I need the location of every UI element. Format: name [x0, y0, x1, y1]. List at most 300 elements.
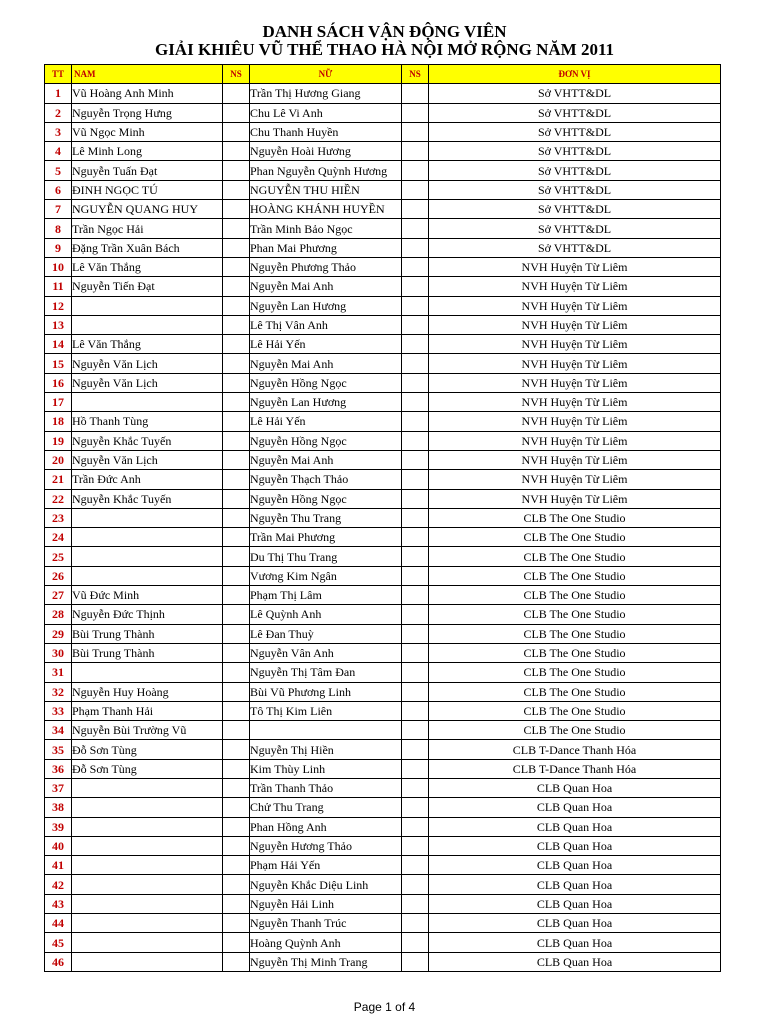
female-name: NGUYỄN THU HIỀN — [250, 180, 402, 199]
table-row — [45, 624, 721, 643]
table-body — [45, 84, 721, 972]
row-number: 42 — [45, 875, 72, 894]
female-name: Chu Thanh Huyền — [250, 122, 402, 141]
table-row — [45, 605, 721, 624]
female-birth-year — [402, 759, 429, 778]
male-name — [72, 933, 223, 952]
row-number: 35 — [45, 740, 72, 759]
table-row — [45, 663, 721, 682]
male-name — [72, 836, 223, 855]
row-number: 40 — [45, 836, 72, 855]
female-name: Lê Hải Yến — [250, 335, 402, 354]
male-birth-year — [223, 238, 250, 257]
organization: CLB T-Dance Thanh Hóa — [429, 740, 721, 759]
table-row — [45, 740, 721, 759]
male-name: Lê Văn Thắng — [72, 257, 223, 276]
male-name: Nguyễn Văn Lịch — [72, 450, 223, 469]
table-row — [45, 180, 721, 199]
organization: CLB The One Studio — [429, 624, 721, 643]
page-footer: Page 1 of 4 — [353, 1000, 416, 1014]
organization: CLB Quan Hoa — [429, 817, 721, 836]
table-row — [45, 142, 721, 161]
row-number: 43 — [45, 894, 72, 913]
male-name: ĐINH NGỌC TÚ — [72, 180, 223, 199]
male-name — [72, 566, 223, 585]
row-number: 44 — [45, 914, 72, 933]
female-birth-year — [402, 296, 429, 315]
male-name — [72, 296, 223, 315]
organization: NVH Huyện Từ Liêm — [429, 489, 721, 508]
organization: CLB The One Studio — [429, 605, 721, 624]
female-birth-year — [402, 257, 429, 276]
row-number: 8 — [45, 219, 72, 238]
row-number: 25 — [45, 547, 72, 566]
organization: NVH Huyện Từ Liêm — [429, 354, 721, 373]
female-birth-year — [402, 663, 429, 682]
male-name: Đặng Trần Xuân Bách — [72, 238, 223, 257]
table-row — [45, 354, 721, 373]
female-name: Nguyễn Phương Thảo — [250, 257, 402, 276]
female-name: Phan Nguyễn Quỳnh Hương — [250, 161, 402, 180]
female-birth-year — [402, 103, 429, 122]
table-row — [45, 759, 721, 778]
male-birth-year — [223, 219, 250, 238]
female-name: Kim Thùy Linh — [250, 759, 402, 778]
female-birth-year — [402, 721, 429, 740]
row-number: 4 — [45, 142, 72, 161]
female-birth-year — [402, 740, 429, 759]
row-number: 24 — [45, 528, 72, 547]
female-birth-year — [402, 643, 429, 662]
female-name: Phan Hồng Anh — [250, 817, 402, 836]
table-row — [45, 933, 721, 952]
organization: NVH Huyện Từ Liêm — [429, 431, 721, 450]
male-birth-year — [223, 257, 250, 276]
male-name — [72, 393, 223, 412]
female-birth-year — [402, 84, 429, 103]
male-name: Nguyễn Khắc Tuyến — [72, 431, 223, 450]
row-number: 34 — [45, 721, 72, 740]
female-birth-year — [402, 528, 429, 547]
male-name: Vũ Hoàng Anh Minh — [72, 84, 223, 103]
organization: CLB The One Studio — [429, 508, 721, 527]
male-birth-year — [223, 103, 250, 122]
female-name: Lê Đan Thuỳ — [250, 624, 402, 643]
table-row — [45, 219, 721, 238]
table-row — [45, 778, 721, 797]
organization: NVH Huyện Từ Liêm — [429, 296, 721, 315]
female-name: Trần Thị Hương Giang — [250, 84, 402, 103]
male-name: Đỗ Sơn Tùng — [72, 759, 223, 778]
row-number: 17 — [45, 393, 72, 412]
male-name: Lê Minh Long — [72, 142, 223, 161]
female-name: Nguyễn Hồng Ngọc — [250, 373, 402, 392]
row-number: 11 — [45, 277, 72, 296]
male-birth-year — [223, 856, 250, 875]
organization: CLB The One Studio — [429, 643, 721, 662]
table-row — [45, 914, 721, 933]
table-row — [45, 547, 721, 566]
table-row — [45, 393, 721, 412]
row-number: 22 — [45, 489, 72, 508]
male-birth-year — [223, 450, 250, 469]
organization: CLB The One Studio — [429, 566, 721, 585]
male-birth-year — [223, 508, 250, 527]
table-row — [45, 315, 721, 334]
organization: CLB Quan Hoa — [429, 836, 721, 855]
male-name: Nguyễn Bùi Trường Vũ — [72, 721, 223, 740]
male-birth-year — [223, 682, 250, 701]
female-name: Nguyễn Thạch Thảo — [250, 470, 402, 489]
male-name — [72, 817, 223, 836]
male-name — [72, 547, 223, 566]
male-name: Bùi Trung Thành — [72, 624, 223, 643]
row-number: 19 — [45, 431, 72, 450]
table-row — [45, 161, 721, 180]
row-number: 6 — [45, 180, 72, 199]
female-birth-year — [402, 547, 429, 566]
male-name: Nguyễn Văn Lịch — [72, 373, 223, 392]
organization: Sở VHTT&DL — [429, 238, 721, 257]
male-birth-year — [223, 721, 250, 740]
female-birth-year — [402, 894, 429, 913]
male-birth-year — [223, 547, 250, 566]
organization: NVH Huyện Từ Liêm — [429, 315, 721, 334]
female-birth-year — [402, 277, 429, 296]
athlete-table — [44, 64, 721, 972]
male-name: NGUYỄN QUANG HUY — [72, 200, 223, 219]
female-birth-year — [402, 470, 429, 489]
organization: Sở VHTT&DL — [429, 219, 721, 238]
row-number: 18 — [45, 412, 72, 431]
table-row — [45, 875, 721, 894]
male-name: Đỗ Sơn Tùng — [72, 740, 223, 759]
female-birth-year — [402, 335, 429, 354]
female-name: Nguyễn Hải Linh — [250, 894, 402, 913]
organization: NVH Huyện Từ Liêm — [429, 450, 721, 469]
female-birth-year — [402, 798, 429, 817]
organization: NVH Huyện Từ Liêm — [429, 277, 721, 296]
female-name: Phạm Hải Yến — [250, 856, 402, 875]
male-birth-year — [223, 894, 250, 913]
table-row — [45, 335, 721, 354]
row-number: 26 — [45, 566, 72, 585]
organization: CLB Quan Hoa — [429, 933, 721, 952]
row-number: 31 — [45, 663, 72, 682]
female-name: Trần Minh Bảo Ngọc — [250, 219, 402, 238]
female-birth-year — [402, 836, 429, 855]
female-birth-year — [402, 701, 429, 720]
row-number: 14 — [45, 335, 72, 354]
table-row — [45, 431, 721, 450]
female-birth-year — [402, 489, 429, 508]
table-row — [45, 257, 721, 276]
male-birth-year — [223, 836, 250, 855]
row-number: 16 — [45, 373, 72, 392]
female-name — [250, 721, 402, 740]
table-row — [45, 103, 721, 122]
female-birth-year — [402, 393, 429, 412]
document-title: DANH SÁCH VẬN ĐỘNG VIÊN — [262, 22, 507, 41]
organization: CLB The One Studio — [429, 586, 721, 605]
male-name: Vũ Đức Minh — [72, 586, 223, 605]
female-birth-year — [402, 431, 429, 450]
table-row — [45, 817, 721, 836]
table-row — [45, 450, 721, 469]
male-birth-year — [223, 412, 250, 431]
male-name: Phạm Thanh Hải — [72, 701, 223, 720]
header-ns-female: NS — [402, 65, 429, 84]
female-name: Nguyễn Khắc Diệu Linh — [250, 875, 402, 894]
male-birth-year — [223, 643, 250, 662]
male-birth-year — [223, 798, 250, 817]
male-name: Nguyễn Trọng Hưng — [72, 103, 223, 122]
row-number: 28 — [45, 605, 72, 624]
table-row — [45, 412, 721, 431]
organization: Sở VHTT&DL — [429, 103, 721, 122]
row-number: 21 — [45, 470, 72, 489]
row-number: 37 — [45, 778, 72, 797]
table-row — [45, 566, 721, 585]
male-birth-year — [223, 296, 250, 315]
male-name: Nguyễn Khắc Tuyến — [72, 489, 223, 508]
female-name: Tô Thị Kim Liên — [250, 701, 402, 720]
organization: NVH Huyện Từ Liêm — [429, 373, 721, 392]
organization: CLB T-Dance Thanh Hóa — [429, 759, 721, 778]
male-name — [72, 914, 223, 933]
row-number: 3 — [45, 122, 72, 141]
female-birth-year — [402, 682, 429, 701]
male-birth-year — [223, 566, 250, 585]
table-row — [45, 200, 721, 219]
header-nu: NỮ — [250, 65, 402, 84]
table-row — [45, 84, 721, 103]
female-birth-year — [402, 412, 429, 431]
male-name: Nguyễn Huy Hoàng — [72, 682, 223, 701]
female-name: Nguyễn Mai Anh — [250, 277, 402, 296]
female-name: Chu Lê Vi Anh — [250, 103, 402, 122]
female-name: Nguyễn Thị Tâm Đan — [250, 663, 402, 682]
female-name: Nguyễn Lan Hương — [250, 393, 402, 412]
female-name: Nguyễn Thị Hiền — [250, 740, 402, 759]
organization: Sở VHTT&DL — [429, 180, 721, 199]
table-row — [45, 721, 721, 740]
male-name — [72, 315, 223, 334]
male-birth-year — [223, 817, 250, 836]
male-birth-year — [223, 528, 250, 547]
female-birth-year — [402, 508, 429, 527]
female-birth-year — [402, 952, 429, 971]
organization: CLB The One Studio — [429, 721, 721, 740]
female-name: Nguyễn Hồng Ngọc — [250, 431, 402, 450]
female-birth-year — [402, 933, 429, 952]
female-name: Nguyễn Thu Trang — [250, 508, 402, 527]
male-birth-year — [223, 740, 250, 759]
organization: CLB Quan Hoa — [429, 856, 721, 875]
male-birth-year — [223, 277, 250, 296]
female-name: Lê Quỳnh Anh — [250, 605, 402, 624]
male-birth-year — [223, 373, 250, 392]
male-birth-year — [223, 84, 250, 103]
organization: CLB Quan Hoa — [429, 875, 721, 894]
row-number: 27 — [45, 586, 72, 605]
table-row — [45, 586, 721, 605]
male-name: Nguyễn Văn Lịch — [72, 354, 223, 373]
header-ns-male: NS — [223, 65, 250, 84]
female-birth-year — [402, 817, 429, 836]
row-number: 41 — [45, 856, 72, 875]
male-name: Trần Đức Anh — [72, 470, 223, 489]
female-name: Phạm Thị Lâm — [250, 586, 402, 605]
table-row — [45, 489, 721, 508]
male-birth-year — [223, 875, 250, 894]
organization: NVH Huyện Từ Liêm — [429, 335, 721, 354]
female-name: Trần Mai Phương — [250, 528, 402, 547]
female-name: Bùi Vũ Phương Linh — [250, 682, 402, 701]
organization: CLB The One Studio — [429, 547, 721, 566]
female-birth-year — [402, 778, 429, 797]
female-birth-year — [402, 122, 429, 141]
row-number: 39 — [45, 817, 72, 836]
table-row — [45, 856, 721, 875]
female-birth-year — [402, 373, 429, 392]
male-birth-year — [223, 161, 250, 180]
female-name: Du Thị Thu Trang — [250, 547, 402, 566]
male-birth-year — [223, 701, 250, 720]
organization: CLB Quan Hoa — [429, 798, 721, 817]
table-row — [45, 470, 721, 489]
male-name: Trần Ngọc Hải — [72, 219, 223, 238]
organization: Sở VHTT&DL — [429, 122, 721, 141]
row-number: 2 — [45, 103, 72, 122]
row-number: 23 — [45, 508, 72, 527]
male-name: Hồ Thanh Tùng — [72, 412, 223, 431]
female-birth-year — [402, 914, 429, 933]
row-number: 9 — [45, 238, 72, 257]
male-birth-year — [223, 759, 250, 778]
row-number: 33 — [45, 701, 72, 720]
table-row — [45, 894, 721, 913]
male-name: Vũ Ngọc Minh — [72, 122, 223, 141]
female-birth-year — [402, 856, 429, 875]
female-name: Nguyễn Hương Thảo — [250, 836, 402, 855]
female-birth-year — [402, 200, 429, 219]
male-name — [72, 952, 223, 971]
female-name: HOÀNG KHÁNH HUYỀN — [250, 200, 402, 219]
header-tt: TT — [45, 65, 72, 84]
female-birth-year — [402, 875, 429, 894]
male-birth-year — [223, 431, 250, 450]
row-number: 5 — [45, 161, 72, 180]
male-birth-year — [223, 315, 250, 334]
organization: CLB Quan Hoa — [429, 914, 721, 933]
female-birth-year — [402, 180, 429, 199]
organization: CLB The One Studio — [429, 682, 721, 701]
male-birth-year — [223, 952, 250, 971]
row-number: 20 — [45, 450, 72, 469]
row-number: 30 — [45, 643, 72, 662]
male-name — [72, 856, 223, 875]
table-row — [45, 373, 721, 392]
male-birth-year — [223, 122, 250, 141]
organization: CLB The One Studio — [429, 701, 721, 720]
female-birth-year — [402, 142, 429, 161]
table-header-row — [45, 65, 721, 84]
table-row — [45, 952, 721, 971]
organization: CLB Quan Hoa — [429, 952, 721, 971]
male-birth-year — [223, 142, 250, 161]
male-birth-year — [223, 393, 250, 412]
female-birth-year — [402, 238, 429, 257]
male-birth-year — [223, 933, 250, 952]
female-birth-year — [402, 354, 429, 373]
female-birth-year — [402, 315, 429, 334]
row-number: 1 — [45, 84, 72, 103]
female-name: Vương Kim Ngân — [250, 566, 402, 585]
organization: Sở VHTT&DL — [429, 142, 721, 161]
male-birth-year — [223, 354, 250, 373]
male-birth-year — [223, 180, 250, 199]
male-name: Nguyễn Đức Thịnh — [72, 605, 223, 624]
row-number: 38 — [45, 798, 72, 817]
female-name: Lê Thị Vân Anh — [250, 315, 402, 334]
header-nam: NAM — [72, 65, 223, 84]
organization: CLB The One Studio — [429, 528, 721, 547]
male-birth-year — [223, 200, 250, 219]
male-name — [72, 778, 223, 797]
female-name: Lê Hải Yến — [250, 412, 402, 431]
table-row — [45, 122, 721, 141]
female-birth-year — [402, 450, 429, 469]
table-row — [45, 277, 721, 296]
female-name: Trần Thanh Thảo — [250, 778, 402, 797]
female-name: Nguyễn Mai Anh — [250, 354, 402, 373]
organization: CLB Quan Hoa — [429, 778, 721, 797]
female-name: Phan Mai Phương — [250, 238, 402, 257]
table-row — [45, 798, 721, 817]
organization: CLB The One Studio — [429, 663, 721, 682]
row-number: 46 — [45, 952, 72, 971]
document-subtitle: GIẢI KHIÊU VŨ THỂ THAO HÀ NỘI MỞ RỘNG NĂM 2011 — [154, 40, 615, 59]
table-row — [45, 836, 721, 855]
male-name — [72, 798, 223, 817]
male-name: Bùi Trung Thành — [72, 643, 223, 662]
row-number: 29 — [45, 624, 72, 643]
female-name: Hoàng Quỳnh Anh — [250, 933, 402, 952]
male-name: Lê Văn Thắng — [72, 335, 223, 354]
female-name: Chử Thu Trang — [250, 798, 402, 817]
female-birth-year — [402, 624, 429, 643]
female-name: Nguyễn Lan Hương — [250, 296, 402, 315]
female-name: Nguyễn Thị Minh Trang — [250, 952, 402, 971]
male-name — [72, 875, 223, 894]
header-don-vi: ĐƠN VỊ — [429, 65, 721, 84]
table-row — [45, 528, 721, 547]
row-number: 10 — [45, 257, 72, 276]
male-birth-year — [223, 663, 250, 682]
male-birth-year — [223, 470, 250, 489]
organization: NVH Huyện Từ Liêm — [429, 257, 721, 276]
female-name: Nguyễn Thanh Trúc — [250, 914, 402, 933]
table-row — [45, 701, 721, 720]
row-number: 12 — [45, 296, 72, 315]
female-name: Nguyễn Hồng Ngọc — [250, 489, 402, 508]
female-birth-year — [402, 161, 429, 180]
row-number: 15 — [45, 354, 72, 373]
male-name: Nguyễn Tiến Đạt — [72, 277, 223, 296]
male-name — [72, 663, 223, 682]
table-row — [45, 296, 721, 315]
